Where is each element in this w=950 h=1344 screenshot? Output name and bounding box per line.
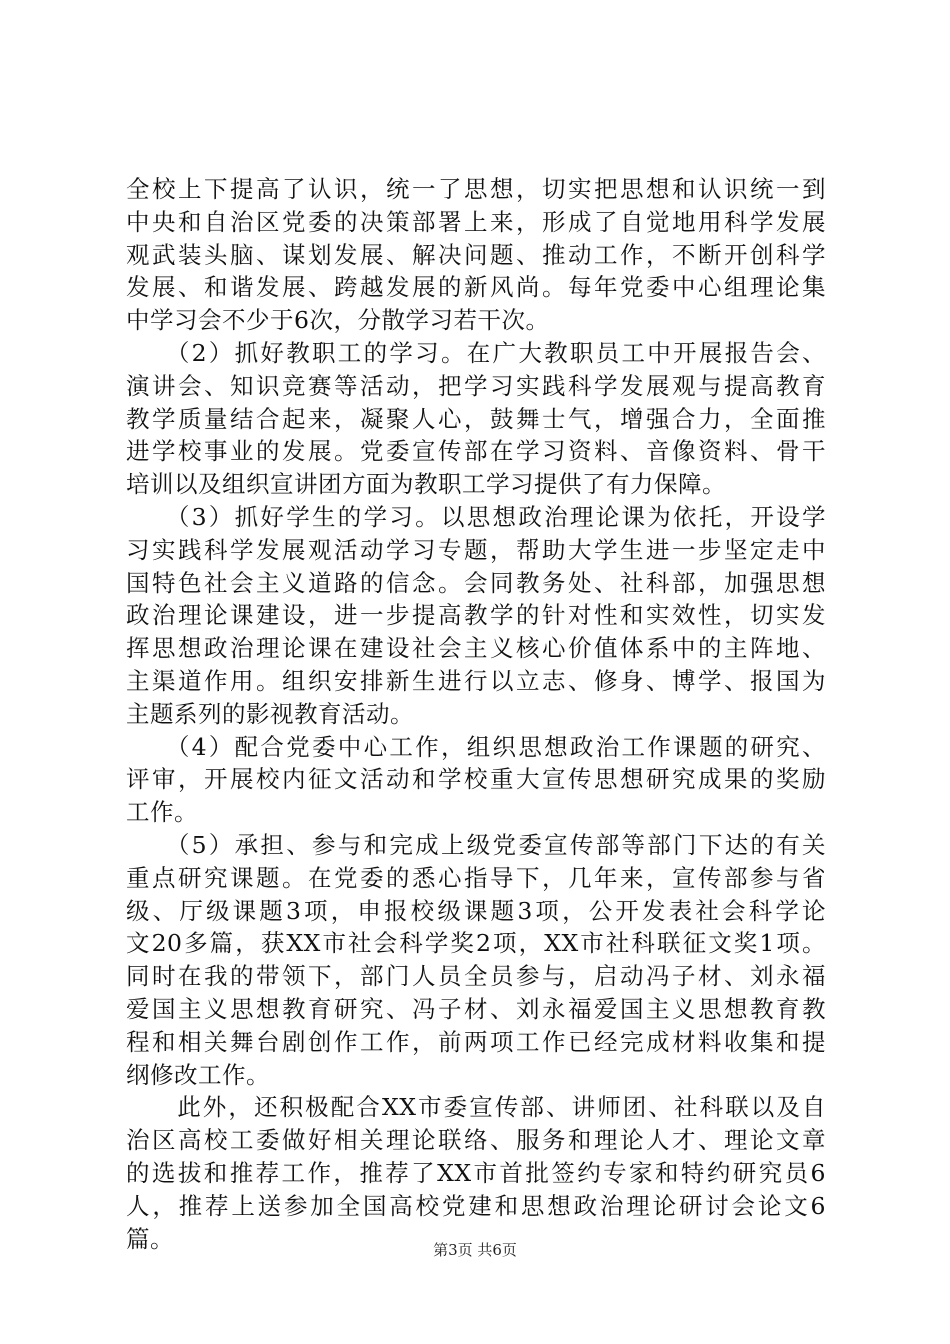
text-line: 人，推荐上送参加全国高校党建和思想政治理论研讨会论文6	[126, 1191, 826, 1220]
text-line: 演讲会、知识竞赛等活动，把学习实践科学发展观与提高教育	[126, 371, 826, 400]
text-line: 主渠道作用。组织安排新生进行以立志、修身、博学、报国为	[126, 666, 826, 695]
text-line: （3）抓好学生的学习。以思想政治理论课为依托，开设学	[126, 502, 826, 531]
text-line: 政治理论课建设，进一步提高教学的针对性和实效性，切实发	[126, 601, 826, 630]
text-line: 培训以及组织宣讲团方面为教职工学习提供了有力保障。	[126, 470, 726, 499]
text-line: 进学校事业的发展。党委宣传部在学习资料、音像资料、骨干	[126, 437, 826, 466]
text-line: 篇。	[126, 1224, 174, 1253]
text-line: 挥思想政治理论课在建设社会主义核心价值体系中的主阵地、	[126, 634, 826, 663]
text-line: 同时在我的带领下，部门人员全员参与，启动冯子材、刘永福	[126, 962, 826, 991]
text-line: 此外，还积极配合XX市委宣传部、讲师团、社科联以及自	[126, 1093, 826, 1122]
text-line: 评审，开展校内征文活动和学校重大宣传思想研究成果的奖励	[126, 765, 826, 794]
text-line: 爱国主义思想教育研究、冯子材、刘永福爱国主义思想教育教	[126, 994, 826, 1023]
text-line: 的选拔和推荐工作，推荐了XX市首批签约专家和特约研究员6	[126, 1158, 826, 1187]
text-line: 观武装头脑、谋划发展、解决问题、推动工作，不断开创科学	[126, 240, 826, 269]
text-line: 主题系列的影视教育活动。	[126, 699, 414, 728]
text-line: （2）抓好教职工的学习。在广大教职员工中开展报告会、	[126, 338, 826, 367]
text-line: （5）承担、参与和完成上级党委宣传部等部门下达的有关	[126, 830, 826, 859]
text-line: 级、厅级课题3项，申报校级课题3项，公开发表社会科学论	[126, 896, 826, 925]
text-line: 全校上下提高了认识，统一了思想，切实把思想和认识统一到	[126, 175, 826, 203]
text-line: 习实践科学发展观活动学习专题，帮助大学生进一步坚定走中	[126, 535, 826, 564]
text-line: 中央和自治区党委的决策部署上来，形成了自觉地用科学发展	[126, 207, 826, 236]
text-line: 文20多篇，获XX市社会科学奖2项，XX市社科联征文奖1项。	[126, 929, 826, 958]
text-line: 纲修改工作。	[126, 1060, 270, 1089]
text-line: 治区高校工委做好相关理论联络、服务和理论人才、理论文章	[126, 1126, 826, 1155]
text-line: 教学质量结合起来，凝聚人心，鼓舞士气，增强合力，全面推	[126, 404, 826, 433]
text-line: 工作。	[126, 798, 198, 827]
document-body	[126, 173, 826, 1255]
text-line: 程和相关舞台剧创作工作，前两项工作已经完成材料收集和提	[126, 1027, 826, 1056]
text-line: 发展、和谐发展、跨越发展的新风尚。每年党委中心组理论集	[126, 273, 826, 302]
text-line: 中学习会不少于6次，分散学习若干次。	[126, 306, 550, 335]
text-line: （4）配合党委中心工作，组织思想政治工作课题的研究、	[126, 732, 826, 761]
text-line: 国特色社会主义道路的信念。会同教务处、社科部，加强思想	[126, 568, 826, 597]
page-footer: 第3页 共6页	[433, 1241, 517, 1259]
text-line: 重点研究课题。在党委的悉心指导下，几年来，宣传部参与省	[126, 863, 826, 892]
